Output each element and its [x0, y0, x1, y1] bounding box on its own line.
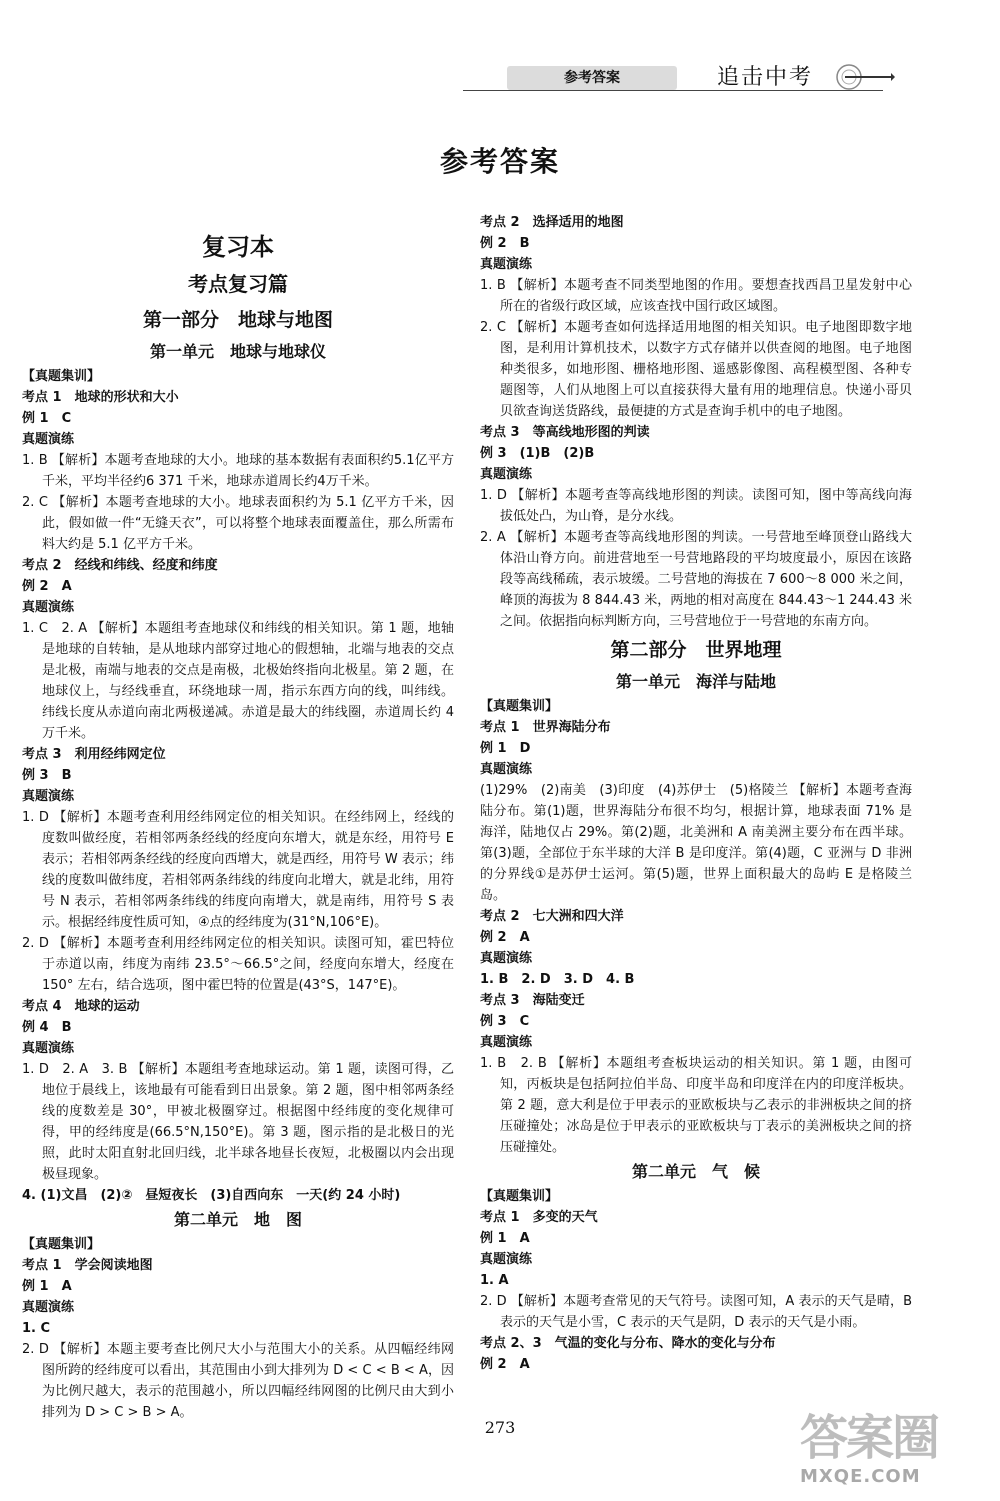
- text-line: 【真题集训】: [22, 369, 101, 384]
- text-line: 真题演练: [480, 762, 533, 777]
- text-line: 考点 1 学会阅读地图: [22, 1258, 153, 1273]
- part-heading: 第二部分 世界地理: [610, 639, 782, 661]
- unit-heading: 第二单元 地 图: [173, 1210, 302, 1229]
- text-line: 考点 3 等高线地形图的判读: [480, 425, 650, 440]
- text-line: 真题演练: [480, 1035, 533, 1050]
- text-line: 例 4 B: [22, 1020, 72, 1035]
- answer-paragraph: 1. B 【解析】本题考查不同类型地图的作用。要想查找西昌卫星发射中心所在的省级行政区域，应该查找中国行政区域图。: [480, 278, 912, 314]
- text-line: 考点 2 选择适用的地图: [480, 215, 624, 230]
- text-line: 真题演练: [22, 600, 75, 615]
- header-section-label: 参考答案: [507, 66, 677, 90]
- text-line: 真题演练: [22, 1041, 75, 1056]
- text-line: 真题演练: [480, 951, 533, 966]
- answer-paragraph: 2. C 【解析】本题考查地球的大小。地球表面积约为 5.1 亿平方千米，因此，假如做一件“无缝天衣”，可以将整个地球表面覆盖住，那么所需布料大约是 5.1 亿平方千米。: [22, 495, 454, 552]
- right-column: [480, 212, 912, 1375]
- text-line: 例 3 (1)B (2)B: [480, 446, 595, 461]
- text-line: 考点 3 海陆变迁: [480, 993, 585, 1008]
- text-line: 考点 2、3 气温的变化与分布、降水的变化与分布: [480, 1336, 776, 1351]
- book-heading: 复习本: [202, 233, 274, 261]
- text-line: 真题演练: [22, 789, 75, 804]
- answer-paragraph: 1. D 2. A 3. B 【解析】本题组考查地球运动。第 1 题，读图可得，乙地位于晨线上，该地最有可能看到日出景象。第 2 题，图中相邻两条经线的度数差是 30°，甲被北极圈穿过。根据图中经纬度的变化规律可得，甲的经纬度是(66.5°N,150°E)。第 3 题，图示指的是北极日的光照，此时太阳直射北回归线，北半球各地昼长夜短，北极圈以内会出现极昼现象。: [22, 1062, 454, 1182]
- text-line: 4. (1)文昌 (2)② 昼短夜长 (3)自西向东 一天(约 24 小时): [22, 1188, 401, 1203]
- answer-paragraph: 2. D 【解析】本题考查利用经纬网定位的相关知识。读图可知，霍巴特位于赤道以南，纬度为南纬 23.5°～66.5°之间，经度向东增大，经度在 150° 左右，结合选项，图中霍巴特的位置是(43°S，147°E)。: [22, 936, 454, 993]
- unit-heading: 第二单元 气 候: [631, 1162, 760, 1181]
- text-line: 例 3 C: [480, 1014, 530, 1029]
- text-line: 考点 2 经线和纬线、经度和纬度: [22, 558, 218, 573]
- page-title: 参考答案: [439, 145, 560, 178]
- text-line: 考点 2 七大洲和四大洋: [480, 909, 624, 924]
- answer-paragraph: 1. D 【解析】本题考查利用经纬网定位的相关知识。在经纬网上，经线的度数叫做经度，若相邻两条经线的经度向东增大，就是东经，用符号 E 表示；若相邻两条经线的经度向西增大，就是西经，用符号 W 表示；纬线的度数叫做纬度，若相邻两条纬线的纬度向北增大，就是北纬，用符号 N 表示，若相邻两条纬线的纬度向南增大，就是南纬，用符号 S 表示。根据经纬度性质可知，④点的经纬度为(31°N,106°E)。: [22, 810, 454, 930]
- text-line: 【真题集训】: [480, 699, 559, 714]
- text-line: 例 2 A: [22, 579, 72, 594]
- answer-paragraph: 1. C 2. A 【解析】本题组考查地球仪和纬线的相关知识。第 1 题，地轴是地球的自转轴，是从地球内部穿过地心的假想轴，北端与地表的交点是北极，南端与地表的交点是南极，北极始终指向北极星。第 2 题，在地球仪上，与经线垂直，环绕地球一周，指示东西方向的线，叫纬线。纬线长度从赤道向南北两极递减。赤道是最大的纬线圈，赤道周长约 4 万千米。: [22, 621, 454, 741]
- text-line: 【真题集训】: [22, 1237, 101, 1252]
- answer-paragraph: 1. B 2. B 【解析】本题组考查板块运动的相关知识。第 1 题，由图可知，丙板块是包括阿拉伯半岛、印度半岛和印度洋在内的印度洋板块。第 2 题，意大利是位于甲表示的亚欧板块与乙表示的非洲板块之间的挤压碰撞处；冰岛是位于甲表示的亚欧板块与丁表示的美洲板块之间的挤压碰撞处。: [480, 1056, 912, 1155]
- text-line: 考点 4 地球的运动: [22, 999, 140, 1014]
- text-line: 例 2 A: [480, 930, 530, 945]
- answer-paragraph: 2. A 【解析】本题考查等高线地形图的判读。一号营地至峰顶登山路线大体沿山脊方向。前进营地至一号营地路段的平均坡度最小，原因在该路段等高线稀疏，表示坡缓。二号营地的海拔在 7 600～8 000 米之间，峰顶的海拔为 8 844.43 米，两地的相对高度在 844.43～1 244.43 米之间。依据指向标判断方向，三号营地位于一号营地的东南方向。: [480, 530, 912, 629]
- text-line: 例 1 A: [22, 1279, 72, 1294]
- text-line: 考点 1 世界海陆分布: [480, 720, 611, 735]
- text-line: 例 2 A: [480, 1357, 530, 1372]
- text-line: 真题演练: [22, 432, 75, 447]
- unit-heading: 第一单元 地球与地球仪: [149, 342, 326, 361]
- watermark: [800, 1410, 990, 1490]
- answer-paragraph: 2. D 【解析】本题主要考查比例尺大小与范围大小的关系。从四幅经纬网图所跨的经纬度可以看出，其范围由小到大排列为 D < C < B < A，因为比例尺越大，表示的范围越小，所以四幅经纬网图的比例尺由大到小排列为 D > C > B > A。: [22, 1342, 454, 1420]
- header-series-title: 追击中考: [717, 65, 814, 90]
- left-column: [22, 228, 454, 1423]
- text-line: 例 1 C: [22, 411, 72, 426]
- answer-paragraph: (1)29% (2)南美 (3)印度 (4)苏伊士 (5)格陵兰 【解析】本题考查海陆分布。第(1)题，世界海陆分布很不均匀，根据计算，地球表面 71% 是海洋，陆地仅占 29%。第(2)题，北美洲和 A 南美洲主要分布在西半球。第(3)题，全部位于东半球的大洋 B 是印度洋。第(4)题，C 亚洲与 D 非洲的分界线①是苏伊士运河。第(5)题，世界上面积最大的岛屿 E 是格陵兰岛。: [480, 783, 912, 903]
- text-line: 真题演练: [22, 1300, 75, 1315]
- watermark-logo: 答案圈: [800, 1410, 939, 1466]
- section-heading: 考点复习篇: [188, 272, 288, 296]
- text-line: 例 1 D: [480, 741, 531, 756]
- answer-paragraph: 2. D 【解析】本题考查常见的天气符号。读图可知，A 表示的天气是晴，B 表示的天气是小雪，C 表示的天气是阴，D 表示的天气是小雨。: [480, 1294, 912, 1330]
- text-line: 考点 3 利用经纬网定位: [22, 747, 166, 762]
- answer-paragraph: 2. C 【解析】本题考查如何选择适用地图的相关知识。电子地图即数字地图，是利用计算机技术，以数字方式存储并以供查阅的地图。电子地图种类很多，如地形图、栅格地形图、遥感影像图、高程模型图、各种专题图等，人们从地图上可以直接获得大量有用的地理信息。快递小哥贝贝欲查询送货路线，最便捷的方式是查询手机中的电子地图。: [480, 320, 912, 419]
- answer-paragraph: 1. D 【解析】本题考查等高线地形图的判读。读图可知，图中等高线向海拔低处凸，为山脊，是分水线。: [480, 488, 912, 524]
- text-line: 例 1 A: [480, 1231, 530, 1246]
- text-line: 例 2 B: [480, 236, 530, 251]
- text-line: 考点 1 地球的形状和大小: [22, 390, 179, 405]
- text-line: 考点 1 多变的天气: [480, 1210, 598, 1225]
- answer-paragraph: 1. B 【解析】本题考查地球的大小。地球的基本数据有表面积约5.1亿平方千米，平均半径约6 371 千米，地球赤道周长约4万千米。: [22, 453, 454, 489]
- text-line: 真题演练: [480, 257, 533, 272]
- text-line: 1. C: [22, 1321, 51, 1336]
- text-line: 例 3 B: [22, 768, 72, 783]
- page-number: 273: [484, 1418, 516, 1437]
- arrow-emblem-icon: [835, 60, 895, 94]
- text-line: 1. A: [480, 1273, 509, 1288]
- text-line: 【真题集训】: [480, 1189, 559, 1204]
- part-heading: 第一部分 地球与地图: [142, 309, 333, 331]
- text-line: 真题演练: [480, 467, 533, 482]
- text-line: 1. B 2. D 3. D 4. B: [480, 972, 635, 987]
- unit-heading: 第一单元 海洋与陆地: [615, 672, 776, 691]
- header-rule: [463, 90, 883, 91]
- watermark-url: MXQE.COM: [800, 1466, 921, 1487]
- running-header: [455, 64, 895, 92]
- text-line: 真题演练: [480, 1252, 533, 1267]
